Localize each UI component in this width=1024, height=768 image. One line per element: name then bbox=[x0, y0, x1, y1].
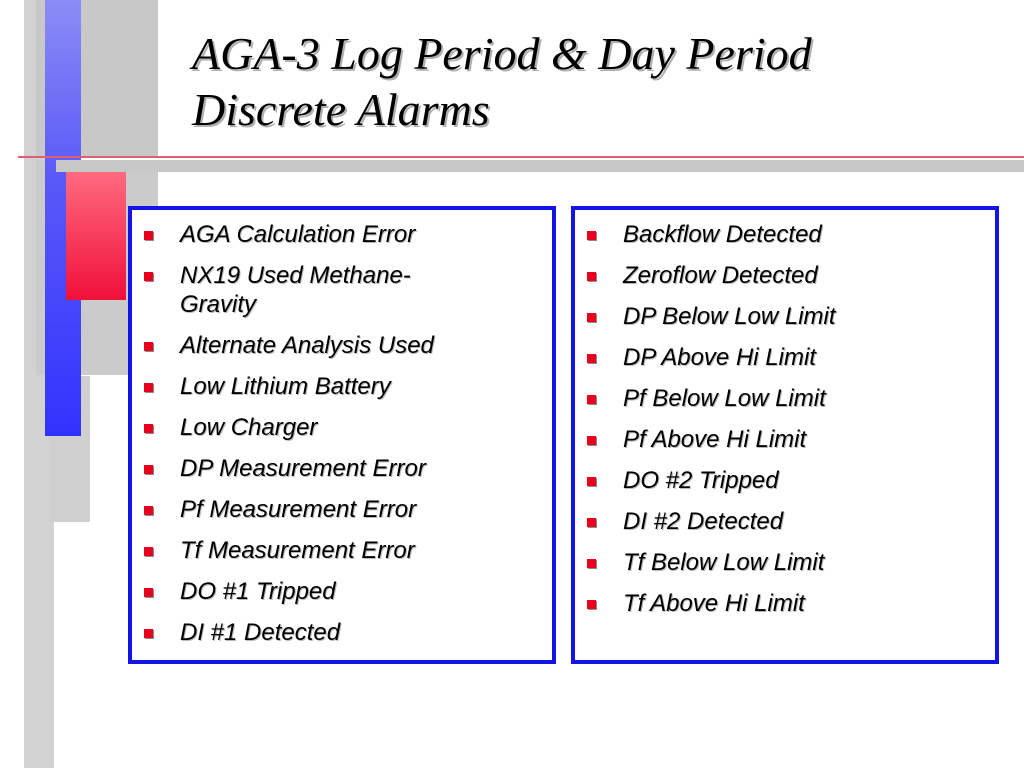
square-bullet-icon bbox=[144, 272, 153, 281]
square-bullet-icon bbox=[587, 395, 596, 404]
list-item bbox=[575, 507, 985, 536]
list-item-label: Pf Below Low Limit bbox=[623, 385, 826, 412]
square-bullet-icon bbox=[587, 477, 596, 486]
list-item bbox=[575, 589, 985, 618]
list-item-label: Tf Below Low Limit bbox=[623, 549, 825, 576]
square-bullet-icon bbox=[144, 383, 153, 392]
list-item-label: DP Above Hi Limit bbox=[623, 344, 816, 371]
square-bullet-icon bbox=[144, 465, 153, 474]
slide-title-line-2: Discrete Alarms bbox=[192, 84, 490, 135]
square-bullet-icon bbox=[144, 231, 153, 240]
title-divider-line bbox=[18, 156, 1024, 158]
decor-gray-stripe bbox=[56, 160, 1024, 172]
square-bullet-icon bbox=[587, 231, 596, 240]
left-alarm-panel bbox=[128, 206, 556, 664]
list-item-label: Backflow Detected bbox=[623, 221, 822, 248]
list-item bbox=[575, 466, 985, 495]
list-item-label: Low Lithium Battery bbox=[180, 373, 391, 400]
list-item-label: Low Charger bbox=[180, 414, 318, 441]
list-item-label: Alternate Analysis Used bbox=[180, 332, 434, 359]
square-bullet-icon bbox=[144, 506, 153, 515]
list-item bbox=[132, 454, 542, 483]
square-bullet-icon bbox=[144, 588, 153, 597]
list-item bbox=[575, 384, 985, 413]
list-item bbox=[132, 220, 542, 249]
list-item bbox=[132, 618, 542, 647]
square-bullet-icon bbox=[144, 547, 153, 556]
list-item-label: DP Measurement Error bbox=[180, 455, 426, 482]
list-item bbox=[575, 220, 985, 249]
right-alarm-list bbox=[575, 220, 985, 618]
list-item-label: DP Below Low Limit bbox=[623, 303, 836, 330]
square-bullet-icon bbox=[144, 424, 153, 433]
list-item bbox=[575, 343, 985, 372]
list-item-label: DI #2 Detected bbox=[623, 508, 784, 535]
square-bullet-icon bbox=[144, 342, 153, 351]
square-bullet-icon bbox=[587, 518, 596, 527]
list-item bbox=[575, 302, 985, 331]
list-item-label: Pf Above Hi Limit bbox=[623, 426, 807, 453]
list-item bbox=[132, 261, 542, 319]
left-alarm-list bbox=[132, 220, 542, 647]
right-alarm-panel bbox=[571, 206, 999, 664]
square-bullet-icon bbox=[587, 559, 596, 568]
list-item bbox=[132, 413, 542, 442]
square-bullet-icon bbox=[587, 313, 596, 322]
list-item-label: NX19 Used Methane-Gravity bbox=[180, 262, 411, 318]
list-item-label: DO #1 Tripped bbox=[180, 578, 336, 605]
list-item bbox=[575, 548, 985, 577]
list-item bbox=[575, 261, 985, 290]
list-item-label: Zeroflow Detected bbox=[623, 262, 818, 289]
list-item-label: DI #1 Detected bbox=[180, 619, 341, 646]
slide-title-line-1: AGA-3 Log Period & Day Period bbox=[192, 28, 812, 79]
slide-title bbox=[192, 26, 992, 138]
square-bullet-icon bbox=[587, 354, 596, 363]
list-item bbox=[132, 331, 542, 360]
list-item bbox=[132, 495, 542, 524]
list-item-label: DO #2 Tripped bbox=[623, 467, 779, 494]
list-item bbox=[132, 536, 542, 565]
decor-red-block bbox=[66, 172, 126, 300]
square-bullet-icon bbox=[587, 436, 596, 445]
square-bullet-icon bbox=[587, 600, 596, 609]
list-item bbox=[132, 577, 542, 606]
list-item-label: Tf Measurement Error bbox=[180, 537, 415, 564]
square-bullet-icon bbox=[587, 272, 596, 281]
list-item bbox=[575, 425, 985, 454]
list-item-label: Tf Above Hi Limit bbox=[623, 590, 805, 617]
list-item bbox=[132, 372, 542, 401]
list-item-label: Pf Measurement Error bbox=[180, 496, 417, 523]
list-item-label: AGA Calculation Error bbox=[180, 221, 416, 248]
square-bullet-icon bbox=[144, 629, 153, 638]
